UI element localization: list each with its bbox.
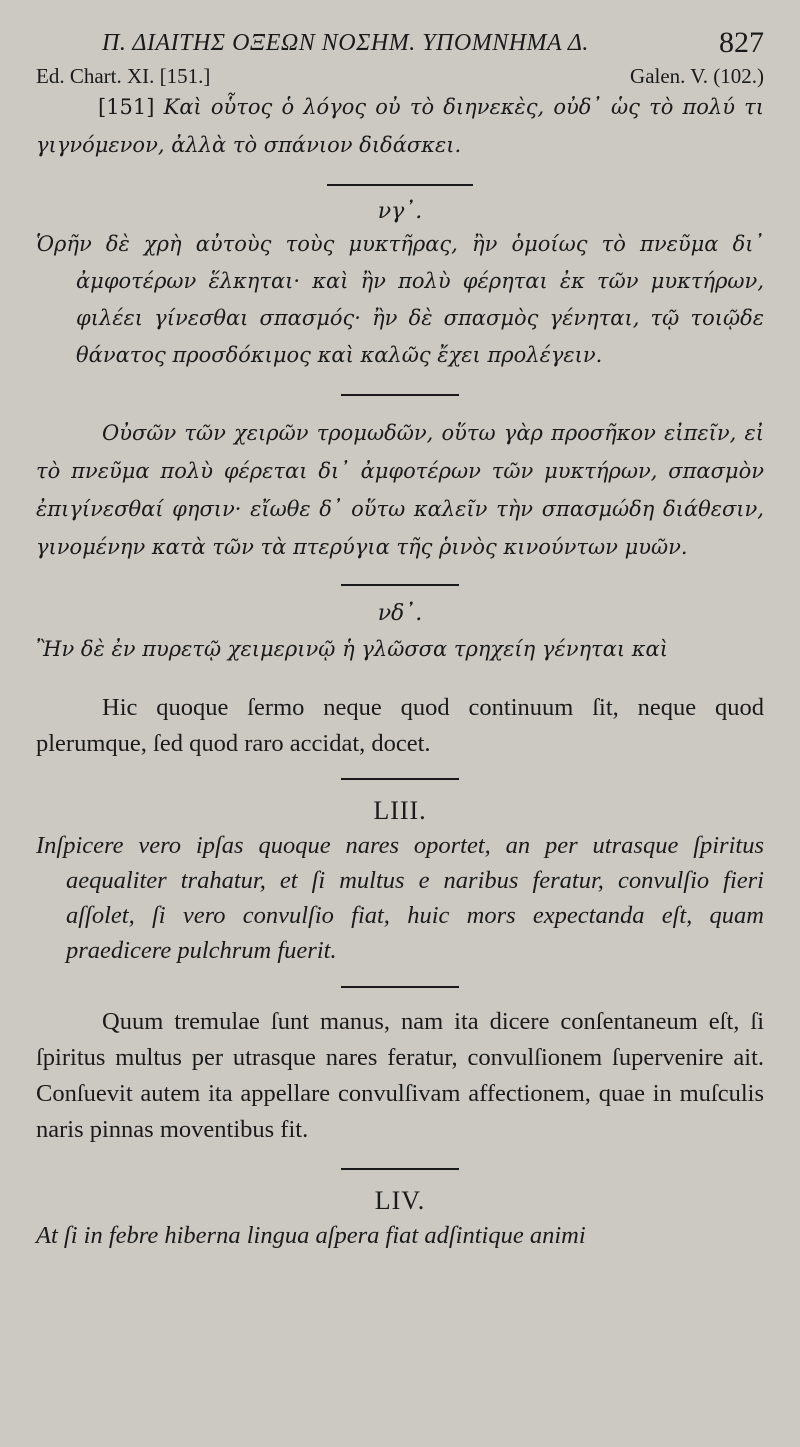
edition-left: Ed. Chart. XI. [151.] — [36, 64, 211, 88]
section-rule — [341, 1168, 459, 1170]
commentary-ng — [36, 414, 764, 566]
latin-intro — [36, 690, 764, 762]
page-number: 827 — [719, 26, 764, 59]
commentary-LIII — [36, 1004, 764, 1148]
section-heading-ng: νγ᾽. — [377, 199, 423, 224]
section-heading-LIV: LIV. — [374, 1186, 426, 1215]
aphorism-nd — [36, 630, 764, 668]
section-heading-LIII: LIII. — [373, 796, 427, 825]
aphorism-nd-text: Ἢν δὲ ἐν πυρετῷ χειμερινῷ ἡ γλῶσσα τρηχείη γένηται καὶ — [36, 637, 668, 661]
page-bracket: [151] — [98, 95, 155, 119]
edition-right: Galen. V. (102.) — [630, 64, 764, 88]
section-rule — [341, 394, 459, 396]
section-heading-nd: νδ᾽. — [377, 601, 423, 626]
latin-intro-text: Hic quoque ſermo neque quod continuum ſit, neque quod plerumque, ſed quod raro accidat, docet. — [36, 694, 764, 757]
aphorism-ng-text: Ὁρῆν δὲ χρὴ αὐτοὺς τοὺς μυκτῆρας, ἢν ὁμοίως τὸ πνεῦμα δι᾽ ἀμφοτέρων ἕλκηται· καὶ ἢν πολὺ φέρηται ἐκ τῶν μυκτήρων, φιλέει γίνεσθαι σπασμός· ἢν δὲ σπασμὸς γένηται, τῷ τοιῷδε θάνατος προσδόκιμος καὶ καλῶς ἔχει προλέγειν. — [36, 232, 764, 367]
commentary-ng-text: Οὐσῶν τῶν χειρῶν τρομωδῶν, οὕτω γὰρ προσῆκον εἰπεῖν, εἰ τὸ πνεῦμα πολὺ φέρεται δι᾽ ἀμφοτέρων τῶν μυκτήρων, σπασμὸν ἐπιγίνεσθαί φησιν· εἴωθε δ᾽ οὕτω καλεῖν τὴν σπασμώδη διάθεσιν, γινομένην κατὰ τῶν τὰ πτερύγια τῆς ῥινὸς κινούντων μυῶν. — [36, 421, 764, 559]
section-rule — [341, 778, 459, 780]
greek-intro — [36, 88, 764, 164]
edition-line — [36, 62, 764, 90]
running-head — [36, 0, 764, 62]
aphorism-LIII-text: Inſpicere vero ipſas quoque nares oportet, an per utrasque ſpiritus aequaliter trahatur, et ſi multus e naribus feratur, convulſio fieri aſſolet, ſi vero convulſio fiat, huic mors expectanda eſt, quam praedicere pulchrum fuerit. — [36, 832, 764, 964]
section-rule — [341, 986, 459, 988]
aphorism-LIV — [36, 1218, 764, 1253]
section-rule — [341, 584, 459, 586]
aphorism-LIV-text: At ſi in febre hiberna lingua aſpera fiat adſintique animi — [36, 1222, 586, 1249]
running-title: Π. ΔΙΑΙΤΗΣ ΟΞΕΩΝ ΝΟΣΗΜ. ΥΠΟΜΝΗΜΑ Δ. — [102, 30, 589, 56]
aphorism-LIII — [36, 828, 764, 968]
aphorism-ng — [36, 226, 764, 374]
greek-intro-paragraph — [36, 88, 764, 164]
commentary-LIII-text: Quum tremulae ſunt manus, nam ita dicere conſentaneum eſt, ſi ſpiritus multus per utrasque nares feratur, convulſionem ſupervenire ait. Conſuevit autem ita appellare convulſivam affectionem, quae in muſculis naris pinnas moventibus fit. — [36, 1008, 764, 1143]
section-rule — [327, 184, 473, 186]
greek-intro-text: Καὶ οὗτος ὁ λόγος οὐ τὸ διηνεκὲς, οὐδ᾽ ὡς τὸ πολύ τι γιγνόμενον, ἀλλὰ τὸ σπάνιον διδάσκει. — [36, 95, 764, 157]
